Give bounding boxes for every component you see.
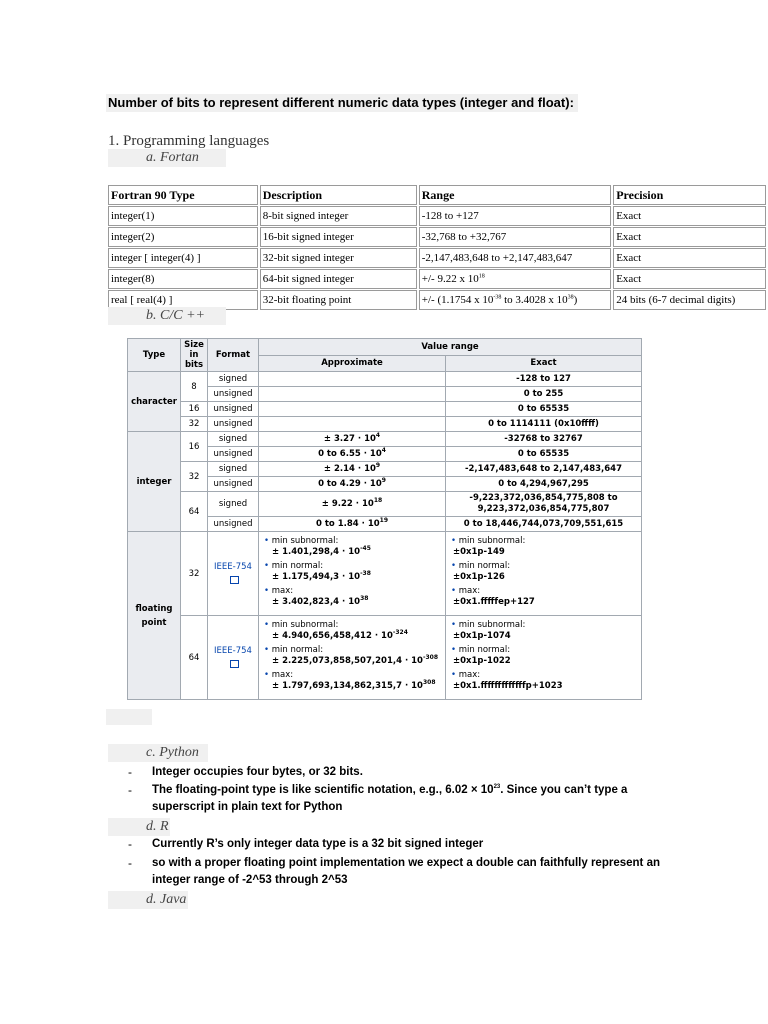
approx-cell [259,477,446,492]
bits-cell: 32 [181,417,208,432]
range-text: ) [573,294,578,306]
fp-value: ±0x1p-1022 [453,656,511,666]
ieee-754-link[interactable]: IEEE-754 [208,532,259,616]
fortran-col-type: Fortran 90 Type [108,185,258,205]
format-cell: unsigned [208,402,259,417]
exact-cell: -9,223,372,036,854,775,808 to 9,223,372,036,854,775,807 [446,492,642,517]
exact-cell: 0 to 65535 [446,402,642,417]
list-item: • max: ±0x1.fffffep+127 [451,586,636,608]
table-cell: Exact [613,206,766,226]
approx-exponent: 9 [375,462,381,470]
approx-exponent: 9 [381,477,386,485]
table-cell: 32-bit floating point [260,290,417,310]
table-cell: 32-bit signed integer [260,248,417,268]
approx-cell [259,517,446,532]
table-cell [419,269,611,289]
exact-cell [446,616,642,700]
table-cell: Exact [613,269,766,289]
fp-value: ±0x1p-1074 [453,631,511,641]
fp-value: ± $4.940,656,458,412 \cdot 10^{-324}$ [272,629,408,641]
format-cell: unsigned [208,447,259,462]
table-row [128,402,642,417]
list-item: • max: ±0x1.fffffffffffffp+1023 [451,670,636,692]
approx-exponent: 19 [379,517,389,525]
list-item: • min normal: ± $2.225,073,858,507,201,4 \cdot 10^{-308}$ [264,645,438,666]
subsection-c: b. C/C ++ [108,307,226,325]
fortran-col-description: Description [260,185,417,205]
fortran-table [106,184,768,311]
approx-exponent: 18 [373,497,383,505]
subsection-r: d. R [108,818,170,836]
fortran-col-range: Range [419,185,611,205]
r-bullet-1: Currently R’s only integer data type is a 32 bit signed integer [152,838,484,850]
table-row [108,227,766,247]
table-cell: Exact [613,248,766,268]
fp-label: max: [271,586,294,596]
fp-label: min normal: [271,561,324,571]
fp-value: ± $1.175,494,3 \cdot 10^{-38}$ [272,570,371,582]
approx-cell [259,402,446,417]
fp-value: ±0x1.fffffffffffffp+1023 [453,681,563,691]
exact-cell: 0 to 4,294,967,295 [446,477,642,492]
approx-cell [259,462,446,477]
table-row [128,417,642,432]
approx-exponent: 4 [375,432,381,440]
table-row [108,206,766,226]
table-row [128,532,642,616]
approx-cell [259,387,446,402]
c-header-row [128,339,642,356]
approx-cell [259,372,446,387]
table-cell: Exact [613,227,766,247]
approx-value: 0 to 6.55 · 10 [318,449,382,459]
fp-label: min normal: [458,561,511,571]
subsection-fortran: a. Fortan [108,149,226,167]
c-col-value-range: Value range [259,339,642,356]
fp-label: min subnormal: [271,536,339,546]
exact-cell: -32768 to 32767 [446,432,642,447]
subsection-java: d. Java [108,891,188,909]
format-cell: signed [208,432,259,447]
exact-cell: 0 to 1114111 (0x10ffff) [446,417,642,432]
table-cell: 24 bits (6-7 decimal digits) [613,290,766,310]
bits-cell: 16 [181,432,208,462]
range-exponent: 38 [567,294,574,301]
document-title: Number of bits to represent different numeric data types (integer and float): [106,94,578,112]
list-item: • min normal: ±0x1p-1022 [451,645,636,667]
list-item: • min subnormal: ±0x1p-149 [451,536,636,558]
list-item: • min normal: ±0x1p-126 [451,561,636,583]
approx-cell [259,447,446,462]
c-col-size: Size in bits [181,339,208,372]
range-exponent: -38 [493,294,502,301]
approx-value: ± 2.14 · 10 [323,464,376,474]
fp-label: max: [271,670,294,680]
bits-cell: 64 [181,492,208,532]
fp-value: ±0x1p-126 [453,572,505,582]
exact-cell: 0 to 65535 [446,447,642,462]
table-cell: integer(1) [108,206,258,226]
table-row [128,432,642,447]
c-types-table [127,338,642,700]
table-cell: real [ real(4) ] [108,290,258,310]
format-cell: unsigned [208,387,259,402]
exact-cell: 0 to 18,446,744,073,709,551,615 [446,517,642,532]
c-col-exact: Exact [446,355,642,372]
c-col-type: Type [128,339,181,372]
type-character: character [128,372,181,432]
format-cell: unsigned [208,477,259,492]
bits-cell: 8 [181,372,208,402]
fp-value: ± $1.797,693,134,862,315,7 \cdot 10^{308}$ [272,679,436,691]
table-row [128,372,642,387]
table-cell: 64-bit signed integer [260,269,417,289]
type-integer: integer [128,432,181,532]
table-row [108,248,766,268]
table-cell [419,290,611,310]
approx-cell [259,492,446,517]
bits-cell: 64 [181,616,208,700]
python-bullet-2: The floating-point type is like scientific notation, e.g., $6.02 \times 10^{23}$. Since you can’t type a superscript in plain text for Python [152,784,628,813]
bits-cell: 32 [181,532,208,616]
table-row [128,462,642,477]
table-cell: integer(8) [108,269,258,289]
type-floating-point: floating point [128,532,181,700]
python-bullet-1: Integer occupies four bytes, or 32 bits. [152,766,363,778]
fp-value: ± $3.402,823,4 \cdot 10^{38}$ [272,595,369,607]
table-cell: 16-bit signed integer [260,227,417,247]
r-bullet-2: so with a proper floating point implementation we expect a double can faithfully represent an integer range of -2^53 through 2^53 [152,857,660,886]
approx-value: 0 to 1.84 · 10 [315,519,380,529]
fp-value: ±0x1p-149 [453,547,505,557]
approx-exponent: 4 [381,447,386,455]
list-item: • min subnormal: ± $1.401,298,4 \cdot 10^{-45}$ [264,536,440,558]
format-cell: signed [208,492,259,517]
table-cell: 8-bit signed integer [260,206,417,226]
blank-highlight [106,709,152,725]
table-cell: -2,147,483,648 to +2,147,483,647 [419,248,611,268]
range-text: to 3.4028 x 10 [501,294,568,306]
list-item: • min subnormal: ±0x1p-1074 [451,620,636,642]
list-item: • min subnormal: ± $4.940,656,458,412 \cdot 10^{-324}$ [264,620,440,642]
format-cell: unsigned [208,417,259,432]
format-cell: signed [208,372,259,387]
ieee-754-link[interactable]: IEEE-754 [208,616,259,700]
approx-value: ± 9.22 · 10 [321,499,374,509]
bits-cell: 16 [181,402,208,417]
table-row [128,616,642,700]
table-cell: -128 to +127 [419,206,611,226]
table-cell: integer [ integer(4) ] [108,248,258,268]
table-cell: -32,768 to +32,767 [419,227,611,247]
external-link-icon [230,660,239,668]
exact-cell: 0 to 255 [446,387,642,402]
fortran-header-row [108,185,766,205]
external-link-icon [230,576,239,584]
approx-cell [259,432,446,447]
exponent: 23 [493,784,501,791]
approx-cell [259,616,446,700]
format-cell: signed [208,462,259,477]
table-row [108,269,766,289]
fp-label: min normal: [458,645,511,655]
fp-value: ± $1.401,298,4 \cdot 10^{-45}$ [272,545,371,557]
list-item: • max: ± $3.402,823,4 \cdot 10^{38}$ [264,586,440,608]
list-item: • max: ± $1.797,693,134,862,315,7 \cdot 10^{308}$ [264,670,440,692]
section-heading: 1. Programming languages [108,133,270,149]
range-text: +/- (1.1754 x 10 [421,294,494,306]
c-col-approximate: Approximate [259,355,446,372]
range-exponent: 18 [478,273,485,280]
approx-cell [259,417,446,432]
fp-label: max: [458,586,481,596]
fp-label: max: [458,670,481,680]
fp-value: ±0x1.fffffep+127 [453,597,535,607]
fp-label: min subnormal: [458,620,526,630]
fp-label: min subnormal: [458,536,526,546]
table-cell: integer(2) [108,227,258,247]
fortran-col-precision: Precision [613,185,766,205]
range-text: +/- 9.22 x 10 [421,273,479,285]
approx-value: ± 3.27 · 10 [323,434,376,444]
list-item: • min normal: ± $1.175,494,3 \cdot 10^{-38}$ [264,561,440,583]
format-cell: unsigned [208,517,259,532]
approx-cell [259,532,446,616]
table-row [128,492,642,517]
exact-cell [446,532,642,616]
exact-cell: -128 to 127 [446,372,642,387]
fp-value: ± $2.225,073,858,507,201,4 \cdot 10^{-308}$ [272,654,438,666]
c-col-format: Format [208,339,259,372]
approx-value: 0 to 4.29 · 10 [318,479,382,489]
fp-label: min subnormal: [271,620,339,630]
fp-label: min normal: [271,645,324,655]
exact-cell: -2,147,483,648 to 2,147,483,647 [446,462,642,477]
subsection-python: c. Python [108,744,208,762]
bits-cell: 32 [181,462,208,492]
